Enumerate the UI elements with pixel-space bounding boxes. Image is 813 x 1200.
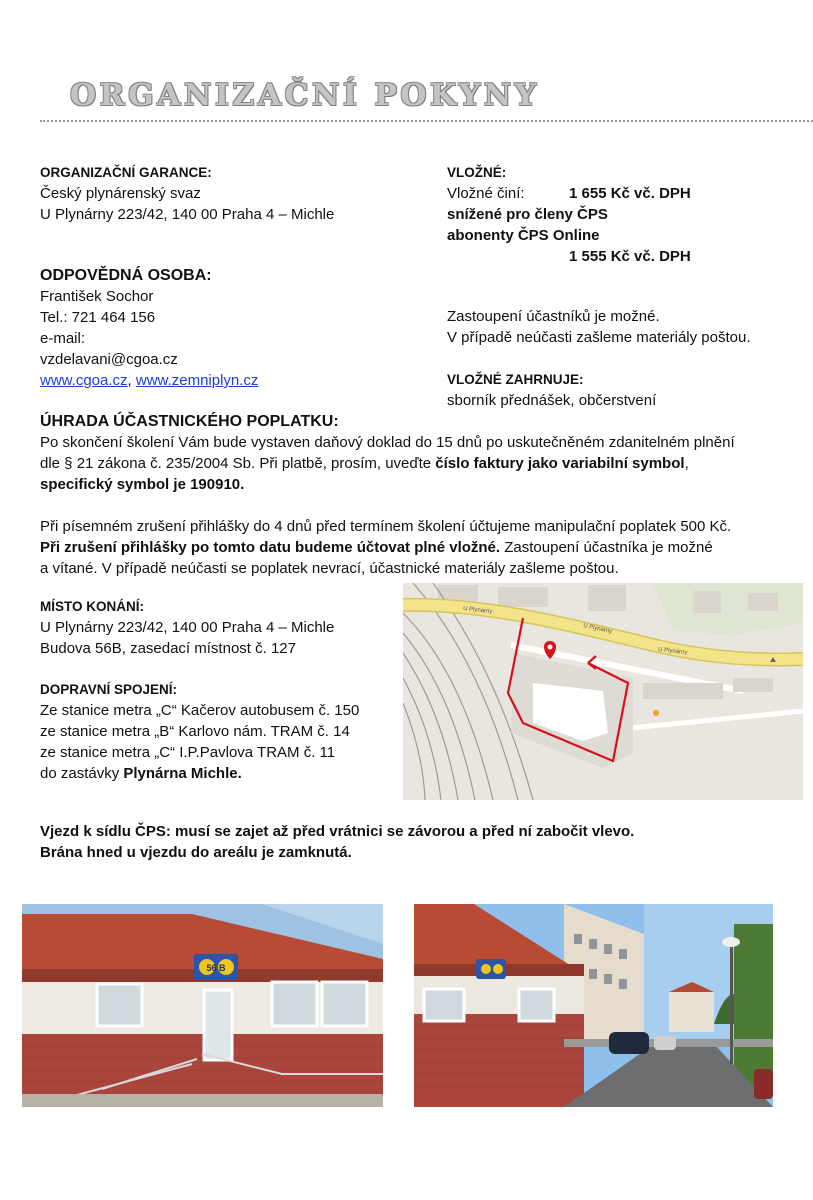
uhrada-p2-line2 (40, 537, 793, 558)
garance-name: Český plynárenský svaz (40, 185, 201, 202)
map-building (748, 593, 778, 611)
map-poi-icon (653, 710, 659, 716)
doprava-heading: DOPRAVNÍ SPOJENÍ: (40, 682, 178, 697)
uhrada-p1-line2 (40, 453, 793, 474)
building-photo-street (414, 904, 773, 1107)
doprava-line3: ze stanice metra „C“ I.P.Pavlova TRAM č. 11 (40, 744, 336, 761)
uhrada-p1-comma: , (684, 455, 689, 472)
vjezd-line2: Brána hned u vjezdu do areálu je zamknutá. (40, 844, 352, 861)
vlozne-note2: V případě neúčasti zašleme materiály poštou. (447, 329, 751, 346)
photo-street-svg (414, 904, 773, 1107)
uhrada-gap (40, 495, 793, 516)
doprava-line4-text: do zastávky (40, 765, 124, 782)
vlozne-cini-label: Vložné činí: (447, 185, 525, 202)
misto-heading: MÍSTO KONÁNÍ: (40, 599, 144, 614)
osoba-section (40, 265, 258, 391)
osoba-heading: ODPOVĚDNÁ OSOBA: (40, 267, 212, 284)
vlozne-cini-value: 1 655 Kč vč. DPH (569, 185, 691, 202)
doprava-section (40, 680, 359, 784)
map-building (588, 585, 626, 611)
uhrada-p1-line1: Po skončení školení Vám bude vystaven daňový doklad do 15 dnů po uskutečněném zdanitelném plnění (40, 434, 735, 451)
vlozne-notes (447, 306, 751, 348)
doprava-line2: ze stanice metra „B“ Karlovo nám. TRAM č. 14 (40, 723, 350, 740)
uhrada-variable-symbol: číslo faktury jako variabilní symbol (435, 455, 685, 472)
doprava-stop: Plynárna Michle. (123, 765, 242, 782)
page-title: ORGANIZAČNÍ POKYNY (70, 78, 540, 113)
uhrada-p2-line1: Při písemném zrušení přihlášky do 4 dnů před termínem školení účtujeme manipulační poplatek 500 Kč. (40, 518, 732, 535)
map-svg (403, 583, 803, 800)
garance-heading: ORGANIZAČNÍ GARANCE: (40, 165, 212, 180)
map-building (693, 591, 721, 613)
uhrada-heading: ÚHRADA ÚČASTNICKÉHO POPLATKU: (40, 413, 339, 430)
garance-section (40, 163, 334, 225)
osoba-tel: Tel.: 721 464 156 (40, 309, 156, 326)
map-building (643, 683, 723, 699)
link-zemniplyn[interactable]: www.zemniplyn.cz (135, 372, 259, 389)
zahrnuje-text: sborník přednášek, občerstvení (447, 392, 657, 409)
misto-line2: Budova 56B, zasedací místnost č. 127 (40, 640, 296, 657)
uhrada-specific-symbol: specifický symbol je 190910. (40, 476, 245, 493)
vjezd-line1: Vjezd k sídlu ČPS: musí se zajet až před vrátnici se závorou a před ní zabočit vlevo. (40, 823, 635, 840)
map-building (498, 587, 548, 607)
building-photo-front (22, 904, 383, 1107)
vjezd-section (40, 821, 634, 863)
uhrada-section (40, 411, 793, 579)
garance-address: U Plynárny 223/42, 140 00 Praha 4 – Michle (40, 206, 335, 223)
uhrada-p2-bold: Při zrušení přihlášky po tomto datu budeme účtovat plné vložné. (40, 539, 501, 556)
uhrada-p2-rest: Zastoupení účastníka je možné (500, 539, 713, 556)
map-building (733, 678, 773, 692)
doprava-line1: Ze stanice metra „C“ Kačerov autobusem č. 150 (40, 702, 360, 719)
misto-section (40, 597, 334, 659)
uhrada-p1-line2-text: dle § 21 zákona č. 235/2004 Sb. Při platbě, prosím, uveďte (40, 455, 436, 472)
map-street-label: U Plynárny (582, 623, 613, 636)
photo-front-svg (22, 904, 383, 1107)
osoba-name: František Sochor (40, 288, 154, 305)
uhrada-p2-line3: a vítané. V případě neúčasti se poplatek nevrací, účastnické materiály zašleme poštou. (40, 560, 619, 577)
vlozne-note1: Zastoupení účastníků je možné. (447, 308, 660, 325)
vlozne-section (447, 163, 787, 267)
vlozne-reduced-line1: snížené pro členy ČPS (447, 206, 608, 223)
misto-line1: U Plynárny 223/42, 140 00 Praha 4 – Michle (40, 619, 335, 636)
vlozne-heading: VLOŽNÉ: (447, 165, 507, 180)
vlozne-cini-row (447, 183, 787, 204)
zahrnuje-section (447, 370, 656, 411)
vlozne-reduced-line2: abonenty ČPS Online (447, 227, 600, 244)
title-divider (40, 120, 813, 122)
osoba-email-label: e-mail: (40, 330, 86, 347)
vlozne-reduced-value: 1 555 Kč vč. DPH (569, 248, 691, 265)
sign-text: 56 B (206, 963, 226, 973)
location-map[interactable] (403, 583, 803, 800)
map-street-label: U Plynárny (657, 647, 688, 657)
link-cgoa[interactable]: www.cgoa.cz (40, 372, 128, 389)
doprava-line4 (40, 763, 359, 784)
osoba-email: vzdelavani@cgoa.cz (40, 351, 178, 368)
osoba-links (40, 370, 258, 391)
map-street-label: U Plynárny (462, 606, 493, 616)
zahrnuje-heading: VLOŽNÉ ZAHRNUJE: (447, 372, 584, 387)
link-separator: , (127, 372, 136, 389)
